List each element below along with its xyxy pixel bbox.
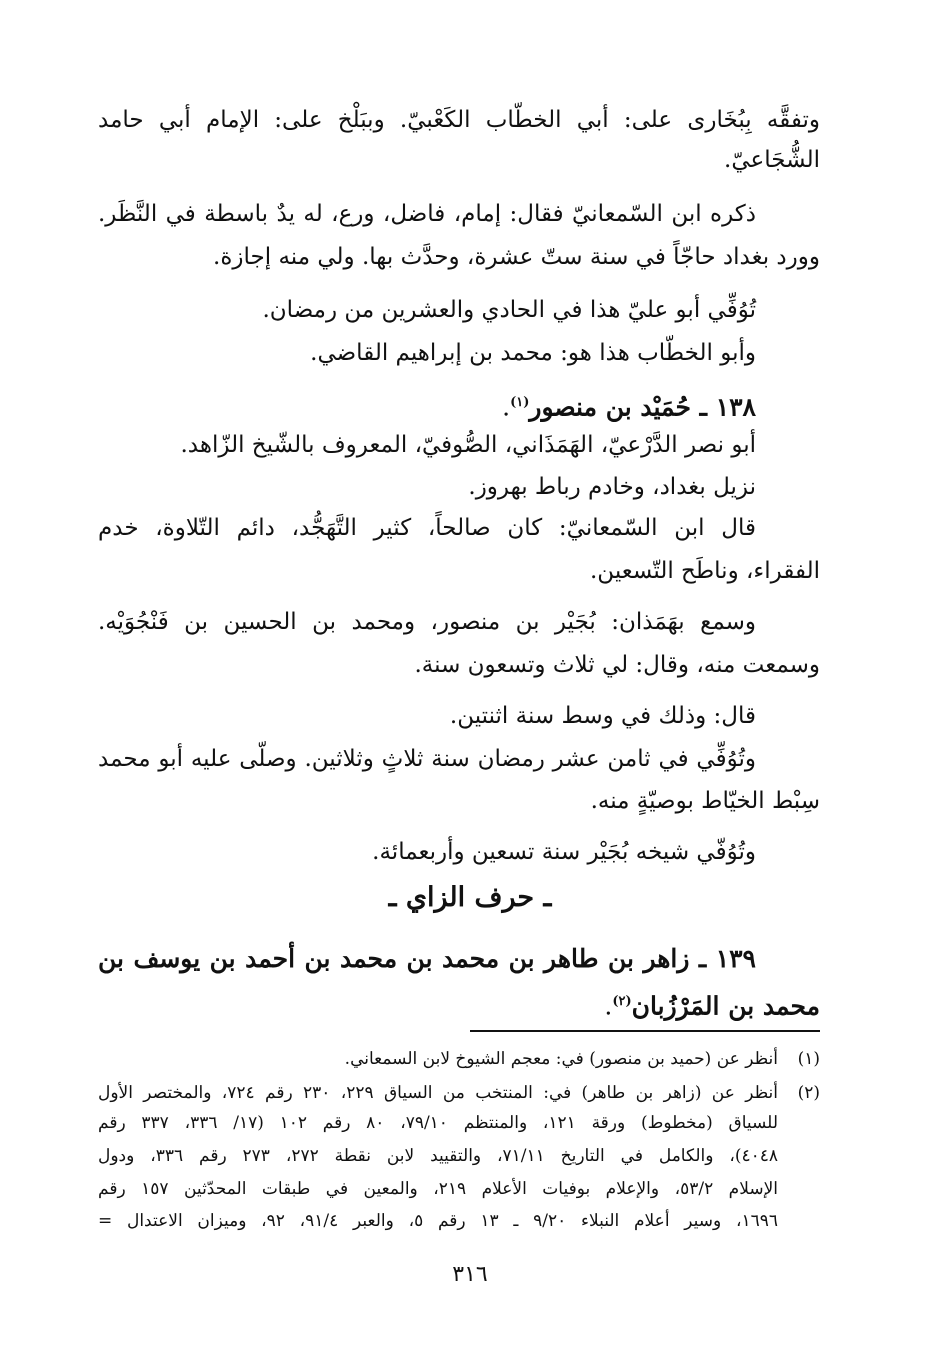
- footnote-ref-1: (١): [510, 395, 530, 410]
- entry-title-text: ١٣٨ ـ حُمَيْد بن منصور: [529, 392, 756, 422]
- text-line: وتفقَّه بِبُخَارى على: أبي الخطّاب الكَعْبيّ. وببَلْخ على: الإمام أبي حامد: [98, 107, 820, 133]
- text-line: وسمع بهَمَذان: بُجَيْر بن منصور، ومحمد بن الحسين بن فَنْجُوَيْه.: [98, 609, 756, 635]
- text-line: قال: وذلك في وسط سنة اثنتين.: [449, 703, 756, 729]
- text-line: وتُوُفِّي في ثامن عشر رمضان سنة ثلاثٍ وثلاثين. وصلّى عليه أبو محمد: [98, 746, 756, 772]
- footnote-text: الإسلام ٥٣/٢، والإعلام بوفيات الأعلام ٢١٩، والمعين في طبقات المحدّثين ١٥٧ رقم: [98, 1179, 778, 1199]
- entry-139-title-line1: ١٣٩ ـ زاهر بن طاهر بن محمد بن محمد بن أحمد بن يوسف بن: [98, 944, 756, 973]
- text-line: سِبْط الخيّاط بوصيّةٍ منه.: [590, 788, 820, 814]
- text-line: أبو نصر الدَّرْعيّ، الهَمَذَاني، الصُّوفيّ، المعروف بالشّيخ الزّاهد.: [180, 432, 756, 458]
- footnote-2: [98, 1080, 820, 1107]
- text-line: الفقراء، وناطَح التّسعين.: [590, 558, 820, 584]
- text-line: قال ابن السّمعانيّ: كان صالحاً، كثير التَّهَجُّد، دائم التّلاوة، خدم: [98, 515, 756, 541]
- text-line: تُوُفِّي أبو عليّ هذا في الحادي والعشرين من رمضان.: [262, 297, 756, 323]
- footnote-text: أنظر عن (حميد بن منصور) في: معجم الشيوخ لابن السمعاني.: [344, 1049, 778, 1069]
- entry-title-text: محمد بن المَرْزُبان: [631, 991, 820, 1021]
- text-line: وورد بغداد حاجّاً في سنة ستّ عشرة، وحدَّث بها. ولي منه إجازة.: [213, 244, 820, 270]
- text-line: نزيل بغداد، وخادم رباط بهروز.: [468, 474, 756, 500]
- entry-title-end: .: [502, 392, 511, 422]
- footnote-1: [98, 1046, 820, 1073]
- text-line: ذكره ابن السّمعانيّ فقال: إمام، فاضل، ورع، له يدٌ باسطة في النَّظَر.: [98, 201, 756, 227]
- text-line: وسمعت منه، وقال: لي ثلاث وتسعون سنة.: [414, 652, 820, 678]
- footnote-ref-2: (٢): [612, 994, 632, 1009]
- footnote-divider: [470, 1030, 820, 1032]
- entry-138-title: [502, 386, 756, 424]
- footnote-text: أنظر عن (زاهر بن طاهر) في: المنتخب من السياق ٢٢٩، ٢٣٠ رقم ٧٢٤، والمختصر الأول: [98, 1083, 778, 1103]
- text-line: وتُوُفّي شيخه بُجَيْر سنة تسعين وأربعمائة.: [372, 839, 756, 865]
- section-heading: ـ حرف الزاي ـ: [388, 882, 552, 913]
- entry-title-end: .: [604, 991, 613, 1021]
- footnote-number: (٢): [797, 1083, 820, 1103]
- text-line: الشُّجَاعيّ.: [724, 147, 820, 173]
- page-number: ٣١٦: [452, 1262, 488, 1287]
- footnote-text: ١٦٩٦، وسير أعلام النبلاء ٩/٢٠ ـ ١٣ رقم ٥، والعبر ٩١/٤، ٩٢، وميزان الاعتدال =: [98, 1211, 779, 1231]
- footnote-text: للسياق (مخطوط) ورقة ١٢١، والمنتظم ٧٩/١٠، ٨٠ رقم ١٠٢ (١٧/ ٣٣٦، ٣٣٧ رقم: [98, 1113, 778, 1133]
- text-line: وأبو الخطّاب هذا هو: محمد بن إبراهيم القاضي.: [310, 340, 756, 366]
- footnote-text: ٤٠٤٨)، والكامل في التاريخ ٧١/١١، والتقييد لابن نقطة ٢٧٢، ٢٧٣ رقم ٣٣٦، ودول: [98, 1146, 779, 1166]
- entry-139-title-line2: [604, 985, 820, 1023]
- footnote-number: (١): [797, 1049, 820, 1069]
